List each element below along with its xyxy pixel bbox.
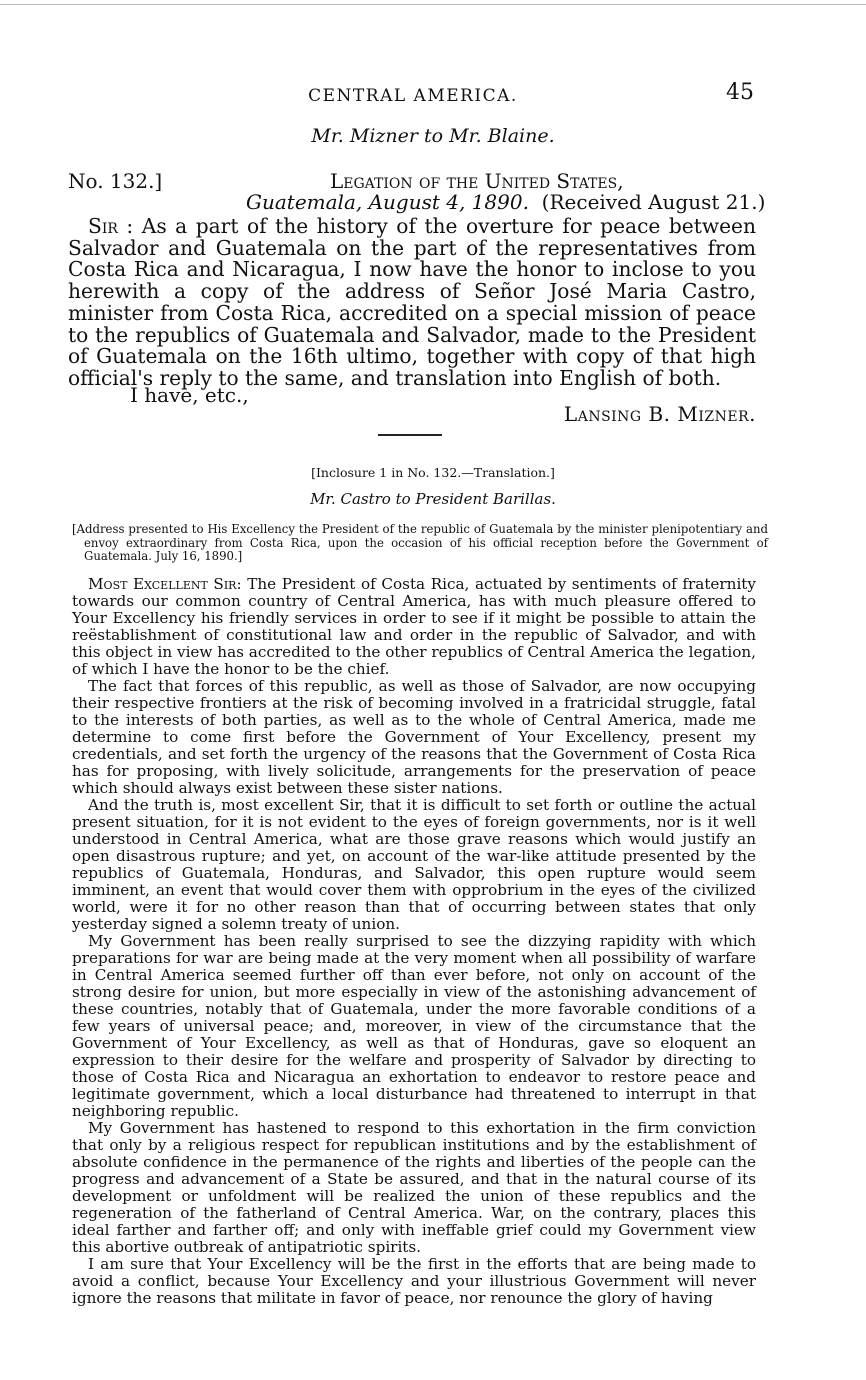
dateline (246, 190, 765, 214)
letter-heading: Mr. Mizner to Mr. Blaine. (311, 125, 555, 147)
body-paragraph: And the truth is, most excellent Sir, that it is difficult to set forth or outline the actual present situation, for it is not evident to the eyes of foreign governments, nor is it well understood in Central America, what are those grave reasons which would justify an open disastrous rupture; and yet, on account of the war-like attitude presented by the republics of Guatemala, Honduras, and Salvador, this open rupture would seem imminent, an event that would cover them with opprobrium in the eyes of the civilized world, were it for no other reason than that of occurring between states that only yesterday signed a solemn treaty of union. (72, 796, 756, 933)
inclosure-heading: Mr. Castro to President Barillas. (310, 490, 556, 508)
inclosure-body (72, 576, 756, 1307)
letter-body-text: As a part of the history of the overture for peace between Salvador and Guatemala on the part of the representatives from Costa Rica and Nicaragua, I now have the honor to inclose to you herewith a copy of the address of Señor José Maria Castro, minister from Costa Rica, accredited on a special mission of peace to the republics of Guatemala and Salvador, made to the President of Guatemala on the 16th ultimo, together with copy of that high official's reply to the same, and translation into English of both. (68, 214, 756, 390)
letter-salutation: Sir : (88, 214, 134, 238)
paragraph-text: The President of Costa Rica, actuated by sentiments of fraternity towards our common country of Central America, has with much pleasure offered to Your Excellency his friendly services in order to see if it might be possible to attain the reëstablishment of constitutional law and order in the republic of Salvador, and with this object in view has accredited to the other republics of Central America the legation, of which I have the honor to be the chief. (72, 575, 756, 678)
top-edge-rule (0, 4, 866, 5)
letter-closing: I have, etc., (130, 383, 249, 407)
body-paragraph: The fact that forces of this republic, as well as those of Salvador, are now occupying their respective frontiers at the risk of becoming involved in a fratricidal struggle, fatal to the interests of both parties, as well as to the whole of Central America, made me determine to come first before the Government of Your Excellency, present my credentials, and set forth the urgency of the reasons that the Government of Costa Rica has for proposing, with lively solicitude, arrangements for the preservation of peace which should always exist between these sister nations. (72, 677, 756, 797)
page-header (68, 80, 758, 110)
body-paragraph (72, 576, 756, 678)
legation-line: Legation of the United States, (330, 169, 624, 193)
section-divider (378, 434, 442, 436)
body-paragraph: My Government has been really surprised to see the dizzying rapidity with which preparations for war are being made at the very moment when all possibility of warfare in Central America seemed further off than ever before, not only on account of the strong desire for union, but more especially in view of the astonishing advancement of these countries, notably that of Guatemala, under the more favorable conditions of a few years of universal peace; and, moreover, in view of the circumstance that the Government of Your Excellency, as well as that of Honduras, gave so eloquent an expression to their desire for the welfare and prosperity of Salvador by directing to those of Costa Rica and Nicaragua an exhortation to endeavor to restore peace and legitimate government, which a local disturbance had threatened to interrupt in that neighboring republic. (72, 932, 756, 1120)
running-head: CENTRAL AMERICA. (308, 86, 518, 106)
received-date: (Received August 21.) (541, 190, 766, 214)
inclosure-salutation: Most Excellent Sir: (88, 575, 242, 593)
page-number: 45 (726, 80, 754, 105)
body-paragraph: My Government has hastened to respond to this exhortation in the firm conviction that only by a religious respect for republican institutions and by the establishment of absolute confidence in the permanence of the rights and liberties of the people can the progress and advancement of a State be assured, and that in the natural course of its development or unfoldment will be realized the union of these republics and the regeneration of the fatherland of Central America. War, on the contrary, places this ideal farther and farther off; and only with ineffable grief could my Government view this abortive outbreak of antipatriotic spirits. (72, 1119, 756, 1256)
place-date: Guatemala, August 4, 1890. (246, 190, 529, 214)
letter-body (68, 216, 756, 390)
inclosure-label: [Inclosure 1 in No. 132.—Translation.] (311, 465, 555, 480)
letter-signature: Lansing B. Mizner. (563, 402, 756, 426)
body-paragraph: I am sure that Your Excellency will be the first in the efforts that are being made to avoid a conflict, because Your Excellency and your illustrious Government will never ignore the reasons that militate in favor of peace, nor renounce the glory of having (72, 1255, 756, 1307)
letter-number: No. 132.] (68, 169, 163, 193)
address-note: [Address presented to His Excellency the President of the republic of Guatemala by the minister plenipotentiary and envoy extraordinary from Costa Rica, upon the occasion of his official reception before the Government of Guatemala. July 16, 1890.] (72, 522, 768, 563)
